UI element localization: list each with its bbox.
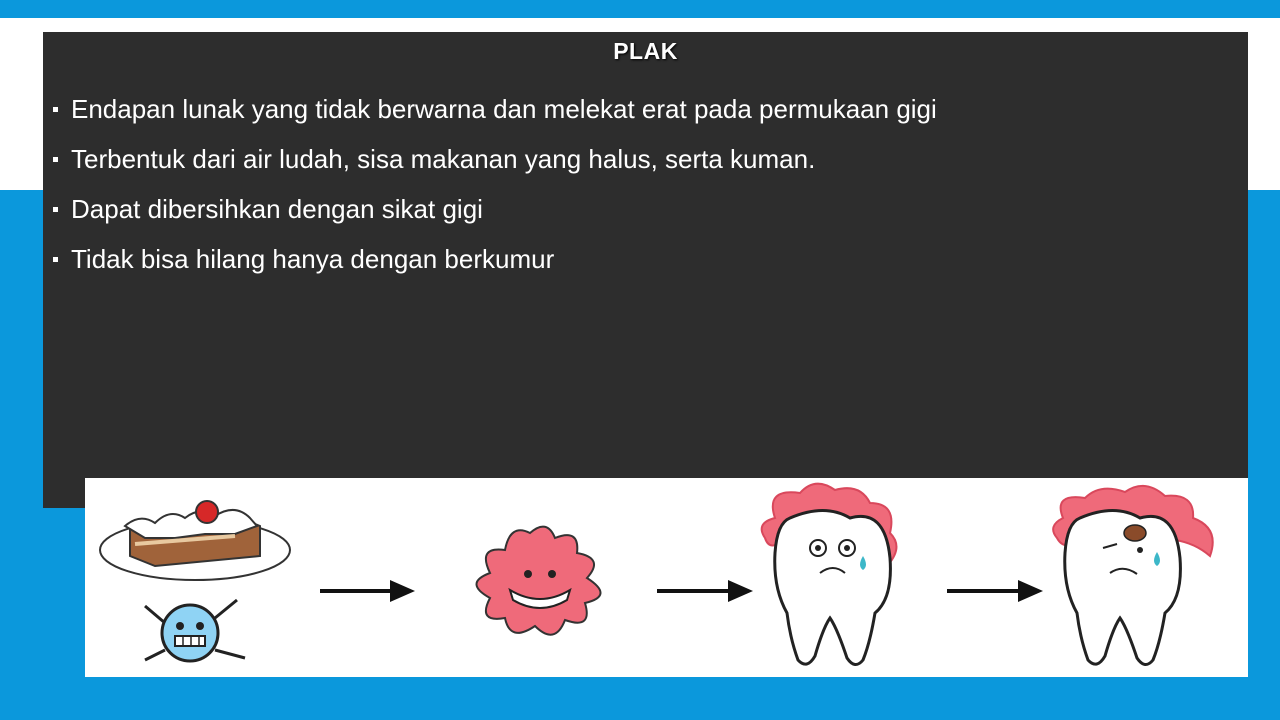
bullet-item	[53, 184, 937, 234]
bullet-list	[53, 84, 937, 284]
bullet-text: Terbentuk dari air ludah, sisa makanan yang halus, serta kuman.	[71, 144, 816, 174]
top-accent-bar	[0, 0, 1280, 18]
bullet-item	[53, 84, 937, 134]
bullet-item	[53, 134, 937, 184]
plaque-blob-icon	[477, 527, 601, 635]
arrow-right-icon	[947, 580, 1043, 602]
crying-tooth-icon	[762, 484, 897, 665]
plaque-process-illustration	[85, 478, 1248, 677]
cake-icon	[100, 501, 290, 580]
bullet-text: Endapan lunak yang tidak berwarna dan melekat erat pada permukaan gigi	[71, 94, 937, 124]
bullet-icon	[53, 207, 58, 212]
bullet-icon	[53, 257, 58, 262]
germ-icon	[145, 600, 245, 661]
slide-title: PLAK	[613, 38, 678, 64]
content-panel	[43, 32, 1248, 508]
bullet-item	[53, 234, 937, 284]
bullet-icon	[53, 107, 58, 112]
decayed-tooth-icon	[1053, 486, 1213, 665]
bullet-text: Dapat dibersihkan dengan sikat gigi	[71, 194, 483, 224]
arrow-right-icon	[320, 580, 415, 602]
bullet-icon	[53, 157, 58, 162]
arrow-right-icon	[657, 580, 753, 602]
bullet-text: Tidak bisa hilang hanya dengan berkumur	[71, 244, 555, 274]
